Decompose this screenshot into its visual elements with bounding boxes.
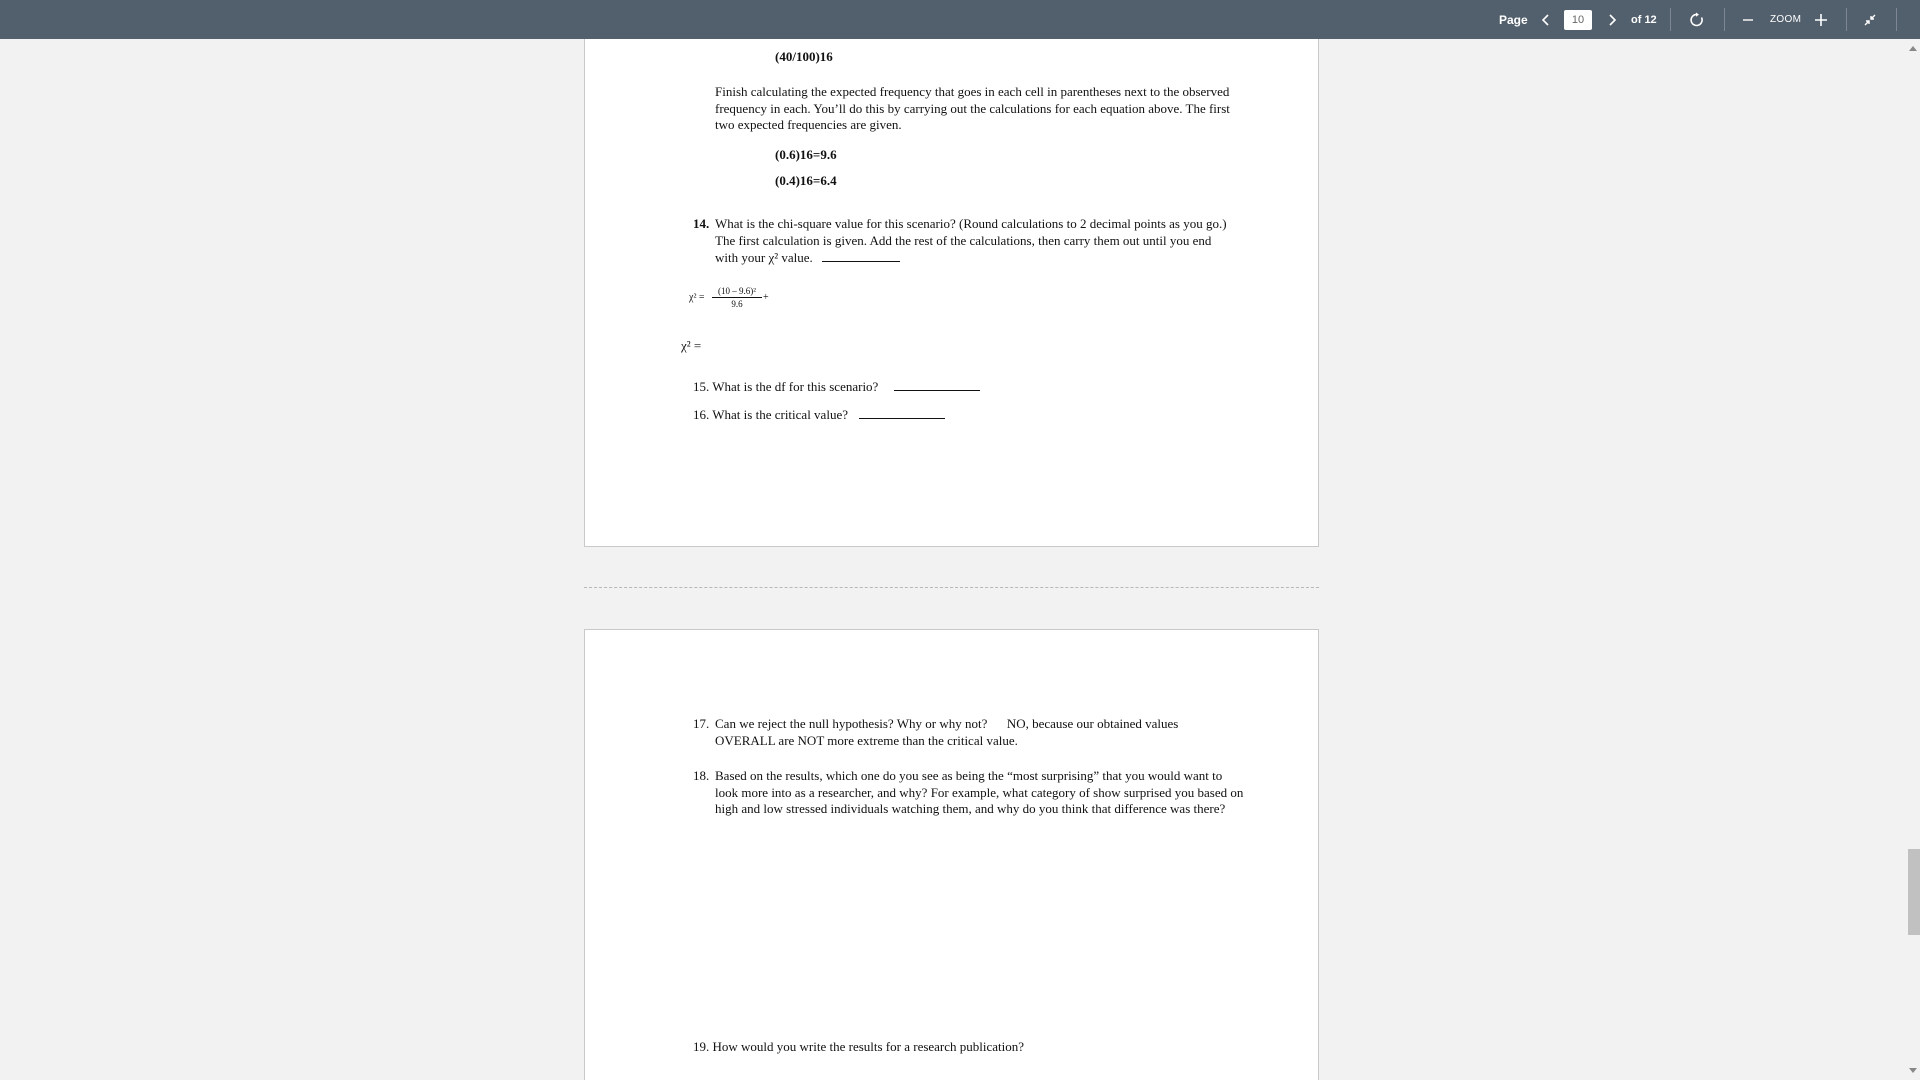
answer-blank xyxy=(822,249,900,262)
expected-frequency-1: (0.6)16=9.6 xyxy=(775,147,837,162)
fraction-bar xyxy=(712,297,762,298)
toolbar-divider xyxy=(1896,8,1897,31)
zoom-out-button[interactable] xyxy=(1739,0,1757,39)
chi-square-lhs: χ² = xyxy=(689,292,705,303)
minus-icon[interactable] xyxy=(1739,11,1757,29)
prev-page-button[interactable] xyxy=(1537,0,1555,39)
rotate-button[interactable] xyxy=(1688,0,1706,39)
expected-frequency-2: (0.4)16=6.4 xyxy=(775,173,837,188)
next-page-button[interactable] xyxy=(1603,0,1621,39)
zoom-label: ZOOM xyxy=(1770,14,1802,25)
instruction-text: Finish calculating the expected frequency that goes in each cell in parentheses next to the observed frequency in each. You’ll do this by carrying out the calculations for each equation above. The first two expected frequencies are given. xyxy=(715,84,1230,132)
question-19-text: 19. How would you write the results for a research publication? xyxy=(693,1039,1025,1054)
toolbar-divider xyxy=(1724,8,1725,31)
question-17-text: Can we reject the null hypothesis? Why or why not? NO, because our obtained values OVERALL are NOT more extreme than the critical value. xyxy=(715,716,1182,748)
page-number-input[interactable] xyxy=(1564,10,1592,30)
collapse-icon[interactable] xyxy=(1861,11,1879,29)
question-number: 17. xyxy=(693,716,710,731)
zoom-in-button[interactable] xyxy=(1812,0,1830,39)
question-14-body: What is the chi-square value for this scenario? (Round calculations to 2 decimal points as you go.) The first calculation is given. Add the rest of the calculations, then carry them out until you end with your χ² value. xyxy=(715,216,1227,265)
question-15 xyxy=(693,378,980,396)
question-14-text xyxy=(715,216,1235,267)
vertical-scrollbar[interactable] xyxy=(1903,39,1920,1080)
answer-blank xyxy=(859,406,945,419)
rotate-icon[interactable] xyxy=(1688,11,1706,29)
scroll-down-arrow[interactable] xyxy=(1908,1066,1918,1076)
scrollbar-thumb[interactable] xyxy=(1908,849,1920,935)
chevron-left-icon[interactable] xyxy=(1537,11,1555,29)
question-18-text: Based on the results, which one do you see as being the “most surprising” that you would want to look more into as a researcher, and why? For example, what category of show surprised you based on high and low stressed individuals watching them, and why do you think that difference was there? xyxy=(715,768,1244,816)
document-page xyxy=(584,39,1319,547)
expected-formula: (40/100)16 xyxy=(775,49,833,64)
page-divider xyxy=(584,587,1319,588)
answer-blank xyxy=(894,378,980,391)
toolbar-divider xyxy=(1670,8,1671,31)
question-number: 14. xyxy=(693,216,710,231)
document-page xyxy=(584,629,1319,1080)
question-number: 18. xyxy=(693,768,710,783)
pdf-viewer[interactable] xyxy=(0,39,1920,1080)
chi-square-denominator: 9.6 xyxy=(731,299,743,309)
scroll-up-arrow[interactable] xyxy=(1908,43,1918,53)
chevron-right-icon[interactable] xyxy=(1603,11,1621,29)
pdf-toolbar xyxy=(0,0,1920,39)
toolbar-divider xyxy=(1846,8,1847,31)
question-15-text: 15. What is the df for this scenario? xyxy=(693,379,879,394)
plus-icon[interactable] xyxy=(1812,11,1830,29)
total-pages: of 12 xyxy=(1631,13,1657,26)
chi-square-plus: + xyxy=(763,292,769,303)
collapse-button[interactable] xyxy=(1861,0,1879,39)
chi-square-result: χ² = xyxy=(681,338,702,353)
chi-square-numerator: (10 – 9.6)² xyxy=(718,286,756,296)
question-16-text: 16. What is the critical value? xyxy=(693,407,848,422)
page-label: Page xyxy=(1499,12,1528,27)
question-16 xyxy=(693,406,945,424)
